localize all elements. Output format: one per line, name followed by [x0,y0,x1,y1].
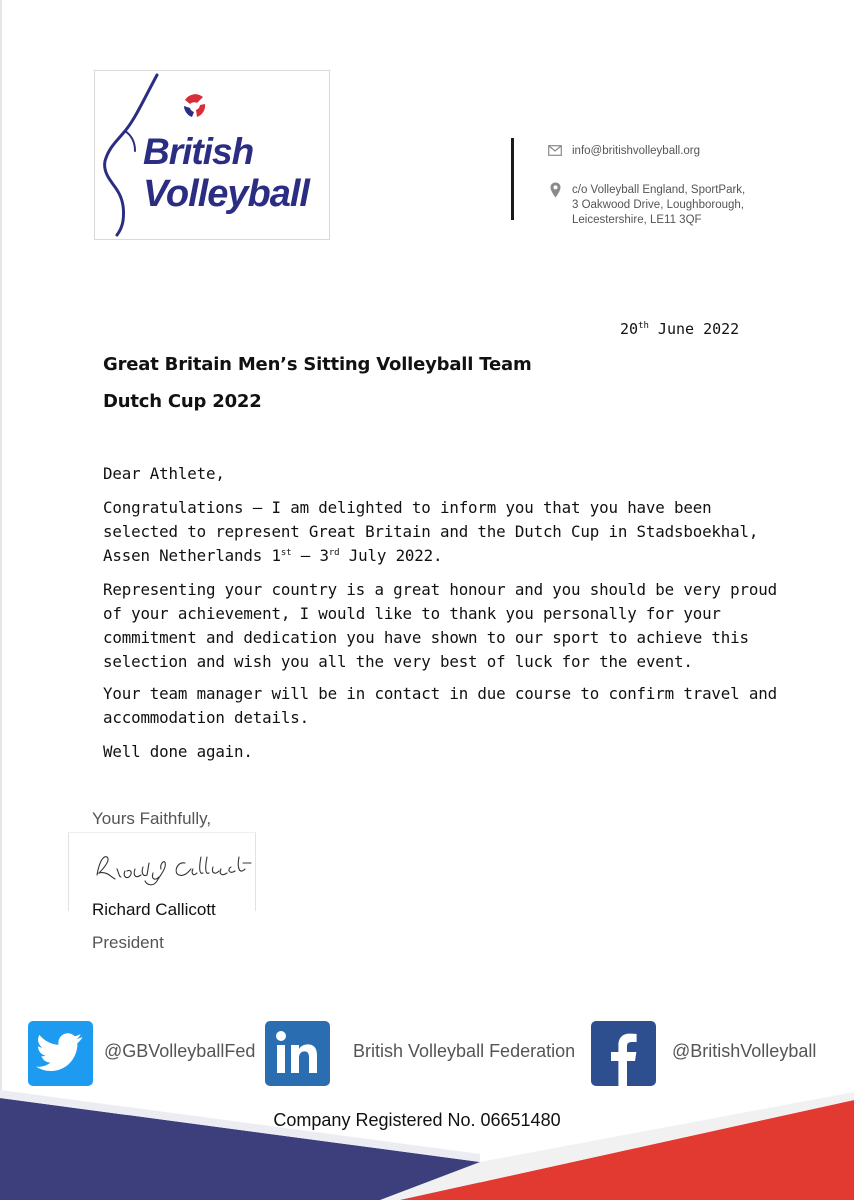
logo-ball-icon [183,94,207,118]
header-divider [511,138,514,220]
logo-text-volleyball: Volleyball [143,173,309,215]
letter-date [620,320,739,338]
letter-paragraph-honour: Representing your country is a great honour and you should be very proud of your achievement, I would like to thank you personally for your commitment and dedication you have shown to our sport to achieve this selection and wish you all the very best of luck for the event. [103,580,777,671]
envelope-icon [548,145,562,156]
p1-text-b: – 3 [291,546,329,565]
location-pin-icon [550,182,561,198]
linkedin-icon[interactable] [265,1021,330,1086]
date-rest: June 2022 [648,320,740,338]
letter-paragraph-manager: Your team manager will be in contact in due course to confirm travel and accommodation details. [103,684,777,727]
letter-heading-team: Great Britain Men’s Sitting Volleyball Team [103,354,532,375]
p1-sup-rd: rd [328,548,340,558]
twitter-handle[interactable]: @GBVolleyballFed [104,1041,256,1061]
sign-off: Yours Faithfully, [92,809,212,828]
letter-closing: Well done again. [103,742,253,761]
facebook-handle[interactable]: @BritishVolleyball [672,1041,817,1061]
contact-address-line2: 3 Oakwood Drive, Loughborough, [572,199,744,211]
letter-heading-event: Dutch Cup 2022 [103,391,262,412]
p1-text-a: Congratulations – I am delighted to inform you that you have been selected to represent Great Britain and the Dutch Cup in Stadsboekhal, Assen Netherlands 1 [103,498,759,565]
logo-text-british: British [143,131,254,172]
contact-address-line1: c/o Volleyball England, SportPark, [572,184,746,196]
letter-greeting: Dear Athlete, [103,464,225,483]
p1-text-c: July 2022. [339,546,443,565]
signatory-role: President [92,933,164,952]
facebook-icon[interactable] [591,1021,656,1086]
date-day: 20 [620,320,639,338]
p1-sup-st: st [280,548,292,558]
company-registration-number: Company Registered No. 06651480 [273,1110,561,1130]
letter-paragraph-selection [103,496,783,568]
linkedin-name[interactable]: British Volleyball Federation [353,1041,576,1061]
british-volleyball-logo [94,70,330,240]
twitter-icon[interactable] [28,1021,93,1086]
page-edge [0,0,2,1200]
date-suffix: th [638,321,649,331]
contact-address-line3: Leicestershire, LE11 3QF [572,214,702,226]
signatory-name: Richard Callicott [92,900,216,919]
contact-email: info@britishvolleyball.org [572,145,701,157]
footer-band [0,1090,854,1200]
